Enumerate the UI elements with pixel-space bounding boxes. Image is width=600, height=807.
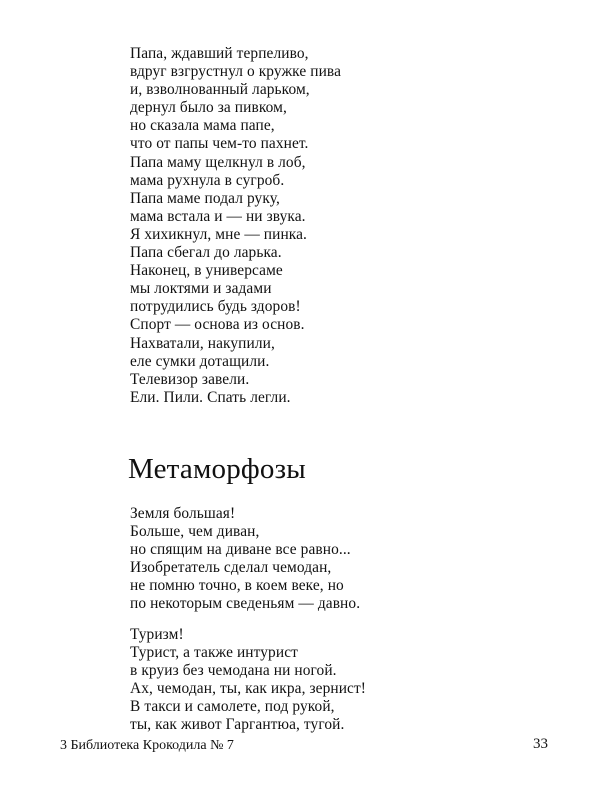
- poem-line: Ах, чемодан, ты, как икра, зернист!: [130, 680, 367, 698]
- poem-stanza-2: [130, 626, 366, 735]
- poem-line: Земля большая!: [130, 505, 236, 522]
- poem-line: еле сумки дотащили.: [130, 352, 270, 370]
- poem-line: потрудились будь здоров!: [130, 298, 301, 316]
- page-number: 33: [533, 736, 548, 752]
- poem-line: Спорт — основа из основ.: [130, 316, 305, 334]
- poem-line: Больше, чем диван,: [130, 523, 260, 541]
- poem-line: но спящим на диване все равно...: [130, 541, 351, 559]
- poem-title: Метаморфозы: [128, 453, 306, 485]
- poem-line: Телевизор завели.: [130, 370, 250, 388]
- poem-line: мама рухнула в сугроб.: [130, 171, 285, 189]
- poem-line: Я хихикнул, мне — пинка.: [130, 225, 308, 243]
- poem-line: ты, как живот Гаргантюа, тугой.: [130, 716, 345, 734]
- poem-line: по некоторым сведеньям — давно.: [130, 595, 361, 613]
- poem-continuation: [130, 45, 341, 407]
- poem-line: но сказала мама папе,: [130, 117, 275, 135]
- poem-line: Турист, а также интурист: [130, 644, 298, 662]
- poem-line: Папа маму щелкнул в лоб,: [130, 153, 306, 171]
- poem-line: и, взволнованный ларьком,: [130, 81, 310, 99]
- poem-line: Папа, ждавший терпеливо,: [130, 45, 309, 62]
- poem-line: мы локтями и задами: [130, 280, 272, 298]
- poem-line: Нахватали, накупили,: [130, 334, 275, 352]
- poem-line: Папа маме подал руку,: [130, 189, 280, 207]
- poem-line: Изобретатель сделал чемодан,: [130, 559, 332, 577]
- poem-line: в круиз без чемодана ни ногой.: [130, 662, 337, 680]
- poem-stanza-1: [130, 505, 360, 614]
- poem-line: Наконец, в универсаме: [130, 262, 283, 280]
- poem-line: мама встала и — ни звука.: [130, 207, 306, 225]
- poem-line: В такси и самолете, под рукой,: [130, 698, 335, 716]
- poem-line: дернул было за пивком,: [130, 99, 287, 117]
- poem-line: не помню точно, в коем веке, но: [130, 577, 344, 595]
- signature-mark: 3 Библиотека Крокодила № 7: [60, 738, 234, 753]
- poem-line: Туризм!: [130, 626, 184, 643]
- poem-line: вдруг взгрустнул о кружке пива: [130, 63, 342, 81]
- poem-line: Папа сбегал до ларька.: [130, 244, 282, 262]
- poem-line: Ели. Пили. Спать легли.: [130, 388, 291, 406]
- poem-line: что от папы чем-то пахнет.: [130, 135, 309, 153]
